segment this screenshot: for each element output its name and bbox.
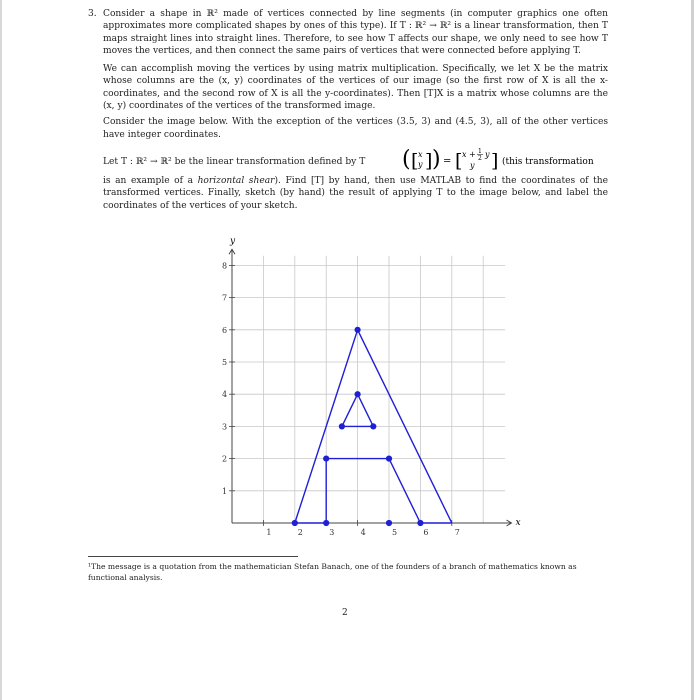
plot-ticks [222,261,460,537]
transformation-definition [88,147,608,173]
bracket-out-close: ] [491,149,499,172]
paren-open: ( [402,146,411,172]
paragraph-consider-image: Consider the image below. With the exception of the vertices (3.5, 3) and (4.5, 3), all of the other vertices have integer coordinates. [103,117,608,140]
bracket-in-close: ] [425,149,433,172]
y-tick-label: 3 [222,422,228,432]
y-axis-label: y [230,236,236,247]
x-tick-label: 5 [392,528,398,537]
x-tick-label: 1 [266,528,272,537]
matrix-out-top-a: x + [462,149,476,159]
let-prefix: Let T : ℝ² → ℝ² be the linear transformation defined by T [103,156,366,167]
y-tick-label: 1 [222,486,228,496]
shape-vertex [370,423,376,429]
x-tick-label: 2 [297,528,303,537]
y-tick-label: 2 [222,454,228,464]
x-axis-label: x [515,518,521,528]
shape-vertex [339,423,345,429]
shape-vertex [386,456,392,462]
x-tick-label: 6 [423,528,429,537]
shape-vertex [292,520,298,526]
shape-vertex [417,520,423,526]
x-tick-label: 4 [360,528,366,537]
y-tick-label: 7 [222,293,228,303]
x-tick-label: 3 [329,528,335,537]
let-suffix: (this transformation [502,156,594,167]
shape-vertex [323,520,329,526]
bracket-out-open: [ [455,149,463,172]
instructions-start: is an example of a [103,175,198,186]
shape-edge [358,394,374,426]
y-tick-label: 4 [222,390,228,400]
shape-vertex [355,327,361,333]
footnote: ¹The message is a quotation from the mathematician Stefan Banach, one of the founders of a branch of mathematics known as functional analysis. [88,562,577,582]
plot-grid [232,256,505,523]
shape-edge [342,394,358,426]
bracket-in-open: [ [411,149,419,172]
transformation-formula [402,146,594,173]
footnote-rule [88,556,298,557]
x-tick-label: 7 [454,528,460,537]
paragraph-instructions [88,175,608,212]
instructions-rest: ). Find [T] by hand, then use MATLAB to find the coordinates of the transformed vertices. Finally, sketch (by hand) the result of applying T to the image below, and label the coordinates of the vertices of your sketch. [103,175,608,211]
shape-vertex [355,391,361,397]
page-left-edge [0,0,2,700]
letter-a-plot [200,236,521,542]
fraction-denominator: 2 [478,154,482,162]
problem-3 [88,8,608,216]
matrix-out-top-b: y [485,149,490,159]
matrix-in-top: x [418,149,423,159]
paragraph-matrix-multiplication: We can accomplish moving the vertices by using matrix multiplication. Specifically, we let X be the matrix whose columns are the (x, y) coordinates of the vertices of our image (so the first row of X is all the x-coordinates, and the second row of X is all the y-coordinates). Then [T]X is a matrix whose columns are the (x, y) coordinates of the vertices of the transformed image. [103,64,608,112]
paren-close: ) [432,146,441,172]
fraction-numerator: 1 [478,147,482,155]
page-number: 2 [342,608,348,618]
y-tick-label: 6 [222,325,228,335]
problem-number: 3. [88,9,97,19]
y-tick-label: 5 [222,358,228,367]
matrix-out-bottom: y [470,160,475,170]
paragraph-intro: Consider a shape in ℝ² made of vertices connected by line segments (in computer graphics one often approximates more complicated shapes by ones of this type). If T : ℝ² → ℝ² is a linear transformation, then T maps straight lines into straight lines. Therefore, to see how T affects our shape, we only need to see how T moves the vertices, and then connect the same pairs of vertices that were connected before applying T. [103,9,608,56]
shape-vertex [386,520,392,526]
plot-axes [229,249,511,526]
equals-sign: = [443,155,452,167]
y-tick-label: 8 [222,261,228,271]
shape-vertex [323,456,329,462]
horizontal-shear-term: horizontal shear [197,175,275,186]
matrix-in-bottom: y [418,159,423,169]
